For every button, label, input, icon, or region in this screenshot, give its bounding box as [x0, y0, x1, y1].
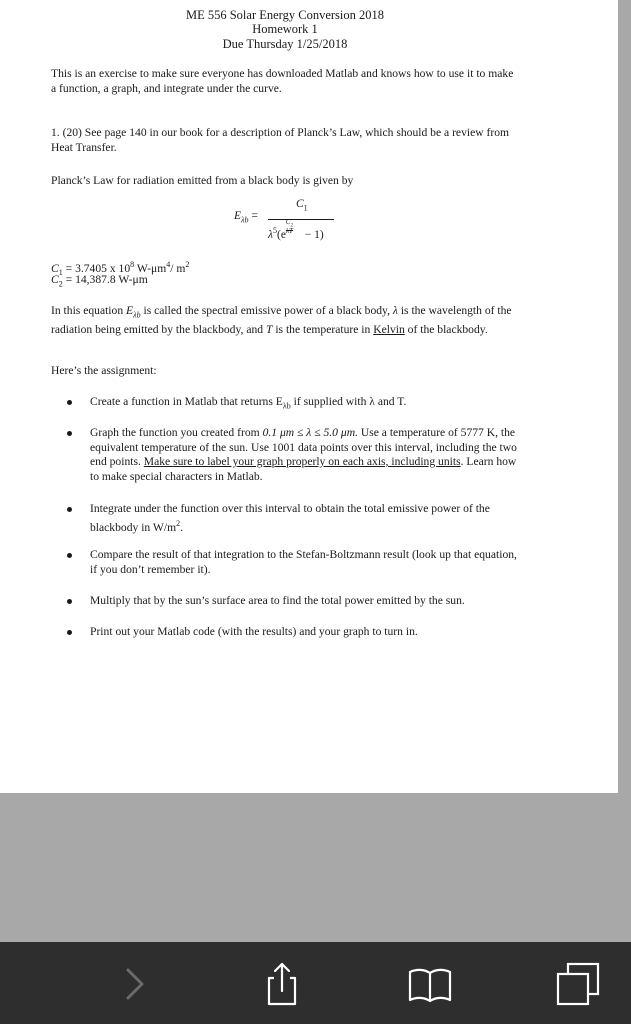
law-intro: Planck’s Law for radiation emitted from a black body is given by [51, 174, 354, 187]
share-button[interactable] [258, 960, 306, 1008]
constant-c2: $C_2 = 14,387.8$ W-μm [51, 273, 148, 289]
tabs-button[interactable] [554, 960, 602, 1008]
doc-title: ME 556 Solar Energy Conversion 2018 [185, 8, 385, 22]
bullet-dot [67, 599, 72, 604]
assignment-label: Here’s the assignment: [51, 364, 157, 377]
bullet-dot [67, 507, 72, 512]
bullet-3: Integrate under the function over this interval to obtain the total emissive power of the blackbody in $W/m^2$. [90, 502, 490, 534]
bullet-dot [67, 400, 72, 405]
bullet-2: Graph the function you created from 0.1 μm ≤ λ ≤ 5.0 μm. Use a temperature of 5777 K, the equivalent temperature of the sun. Use 1001 data points over this interval, including the two end points. Make sure to label your graph properly on each axis, including units. Learn how to make special characters in Matlab. [90, 426, 517, 483]
bullet-dot [67, 630, 72, 635]
bullet-5: Multiply that by the sun’s surface area to find the total power emitted by the sun. [90, 594, 465, 607]
equation-denominator: $\lambda^5(e$ $C_2$ λT − 1) [268, 217, 324, 241]
constant-c1: $C_1 = 3.7405$ x $10^8$ $W-\mu m^4/$ $m^2$ [51, 260, 190, 278]
forward-button[interactable] [110, 960, 158, 1008]
bookmarks-button[interactable] [406, 960, 454, 1008]
question-1: 1. (20) See page 140 in our book for a description of Planck’s Law, which should be a review from Heat Transfer. [51, 126, 510, 154]
bullet-4: Compare the result of that integration to the Stefan-Boltzmann result (look up that equation, if you don’t remember it). [90, 548, 517, 576]
bullet-dot [67, 431, 72, 436]
doc-subtitle: Homework 1 [252, 22, 318, 36]
bullet-6: Print out your Matlab code (with the results) and your graph to turn in. [90, 625, 418, 638]
page-edge [618, 0, 631, 793]
share-icon [258, 960, 306, 1008]
bullet-1: Create a function in Matlab that returns $E_{\lambda b}$ if supplied with λ and T. [90, 395, 407, 411]
intro-paragraph: This is an exercise to make sure everyone has downloaded Matlab and knows how to use it to make a function, a graph, and integrate under the curve. [51, 67, 514, 95]
bullet-dot [67, 553, 72, 558]
equation-lhs: $E_{\lambda b}$ = [234, 210, 258, 225]
book-icon [406, 960, 454, 1008]
tabs-icon [554, 960, 602, 1008]
doc-due-date: Due Thursday 1/25/2018 [222, 37, 348, 51]
browser-toolbar [0, 942, 631, 1024]
equation-numerator: $C_1$ [296, 198, 308, 213]
chevron-right-icon [110, 960, 158, 1008]
explanation-paragraph: In this equation $E_{\lambda b}$ is called the spectral emissive power of a black body, λ is the wavelength of the radiation being emitted by the blackbody, and T is the temperature in Kelvin of the blackbody. [51, 304, 512, 336]
fraction-bar [268, 219, 334, 220]
